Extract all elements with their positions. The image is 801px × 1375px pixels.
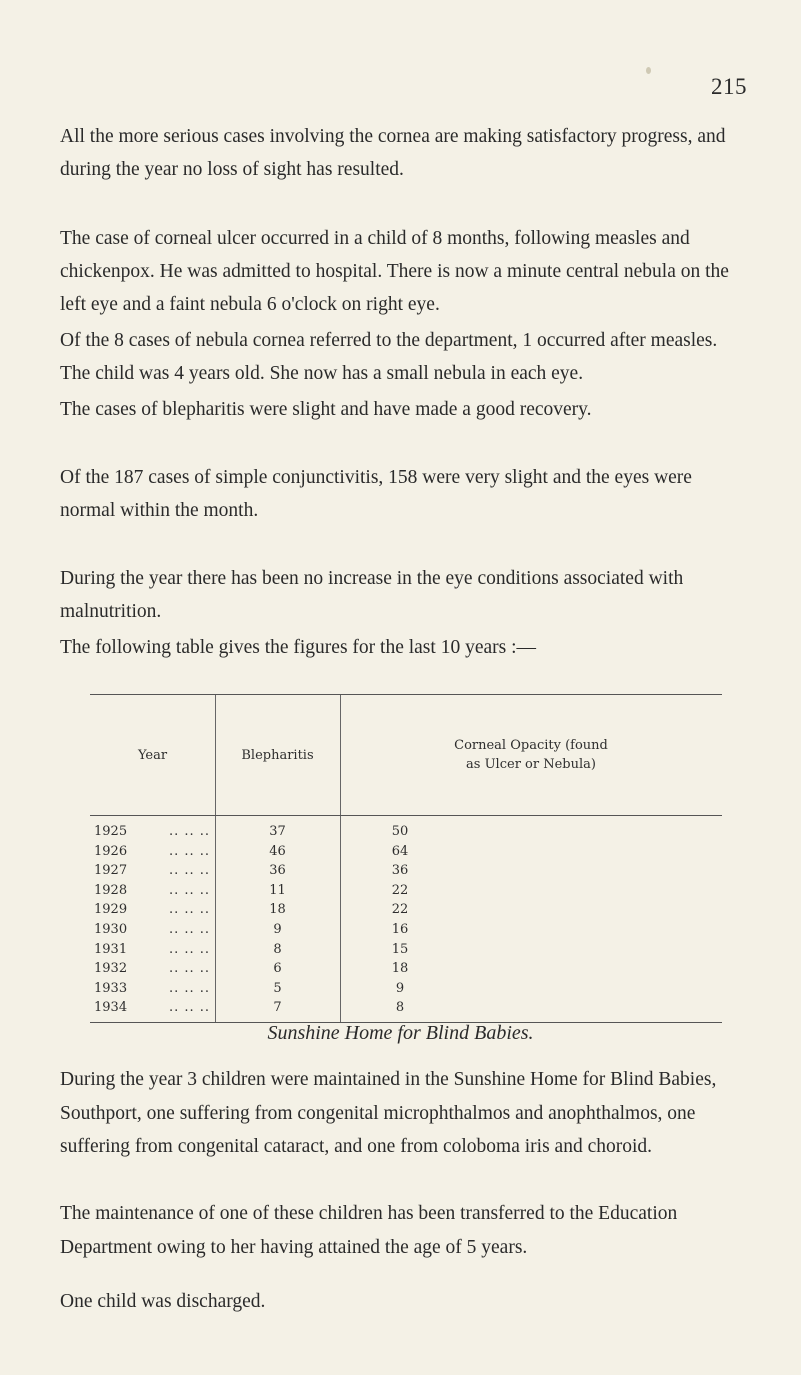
cell-corneal: 22: [391, 902, 409, 918]
cell-corneal: 50: [391, 824, 409, 839]
cell-corneal: 9: [395, 980, 405, 996]
table-row: [90, 998, 722, 1018]
cell-corneal: 36: [391, 863, 409, 879]
paragraph-blepharitis: The cases of blepharitis were slight and have made a good recovery.: [60, 399, 592, 420]
cell-year: 1934 .. .. ..: [94, 1000, 210, 1016]
cell-corneal: 8: [395, 1000, 405, 1016]
cell-year: 1931 .. .. ..: [94, 941, 210, 957]
cell-blepharitis: 9: [273, 921, 282, 937]
cell-blepharitis: 37: [269, 824, 286, 839]
paragraph-sunshine-home: During the year 3 children were maintained in the Sunshine Home for Blind Babies, Southport, one suffering from congenital microphthalmos and anophthalmos, one suffering from congenital cataract, and one from coloboma iris and choroid.: [60, 1069, 717, 1157]
cell-corneal: 64: [391, 843, 409, 859]
paper-speck: [646, 67, 651, 74]
table-row: [90, 881, 722, 901]
paragraph-nebula-cornea: Of the 8 cases of nebula cornea referred to the department, 1 occurred after measles. The child was 4 years old. She now has a small nebula in each eye.: [60, 330, 718, 384]
figures-table: [90, 694, 722, 1023]
paragraph-conjunctivitis: Of the 187 cases of simple conjunctivitis, 158 were very slight and the eyes were normal within the month.: [60, 467, 692, 521]
cell-year: 1932 .. .. ..: [94, 961, 210, 977]
cell-blepharitis: 11: [269, 882, 286, 898]
cell-blepharitis: 8: [273, 941, 282, 957]
table-row: [90, 822, 722, 842]
table-row: [90, 861, 722, 881]
paragraph-corneal-ulcer: The case of corneal ulcer occurred in a child of 8 months, following measles and chickenpox. He was admitted to hospital. There is now a minute central nebula on the left eye and a faint nebula 6 o'clock on right eye.: [60, 228, 729, 315]
table-row: [90, 979, 722, 999]
page-number: 215: [711, 74, 747, 99]
cell-corneal: 18: [391, 961, 409, 977]
cell-blepharitis: 18: [269, 902, 286, 918]
cell-year: 1927 .. .. ..: [94, 863, 210, 879]
paragraph-malnutrition: During the year there has been no increase in the eye conditions associated with malnutrition.: [60, 568, 684, 622]
table-row: [90, 842, 722, 862]
paragraph-discharged: One child was discharged.: [60, 1291, 266, 1312]
table-row: [90, 900, 722, 920]
table-row: [90, 920, 722, 940]
table-body: [90, 816, 722, 1022]
cell-blepharitis: 5: [273, 980, 282, 996]
header-year: Year: [137, 747, 168, 763]
cell-blepharitis: 36: [269, 863, 286, 879]
cell-year: 1925 .. .. ..: [94, 824, 210, 839]
table-row: [90, 959, 722, 979]
header-blepharitis: Blepharitis: [241, 747, 314, 763]
section-title: Sunshine Home for Blind Babies.: [267, 1022, 534, 1044]
cell-corneal: 22: [391, 882, 409, 898]
cell-blepharitis: 46: [269, 843, 286, 859]
cell-year: 1926 .. .. ..: [94, 843, 210, 859]
cell-blepharitis: 7: [273, 1000, 282, 1016]
table-header-row: [90, 695, 722, 815]
cell-year: 1929 .. .. ..: [94, 902, 210, 918]
cell-corneal: 16: [391, 921, 409, 937]
cell-year: 1933 .. .. ..: [94, 980, 210, 996]
paragraph-cornea-progress: All the more serious cases involving the cornea are making satisfactory progress, and during the year no loss of sight has resulted.: [60, 126, 726, 180]
header-corneal-opacity: Corneal Opacity (found as Ulcer or Nebula): [454, 738, 608, 772]
cell-blepharitis: 6: [273, 961, 282, 977]
cell-corneal: 15: [391, 941, 409, 957]
cell-year: 1930 .. .. ..: [94, 921, 210, 937]
cell-year: 1928 .. .. ..: [94, 882, 210, 898]
paragraph-table-intro: The following table gives the figures for the last 10 years :—: [60, 637, 536, 658]
table-row: [90, 940, 722, 960]
paragraph-maintenance-transfer: The maintenance of one of these children has been transferred to the Education Department owing to her having attained the age of 5 years.: [60, 1203, 678, 1258]
